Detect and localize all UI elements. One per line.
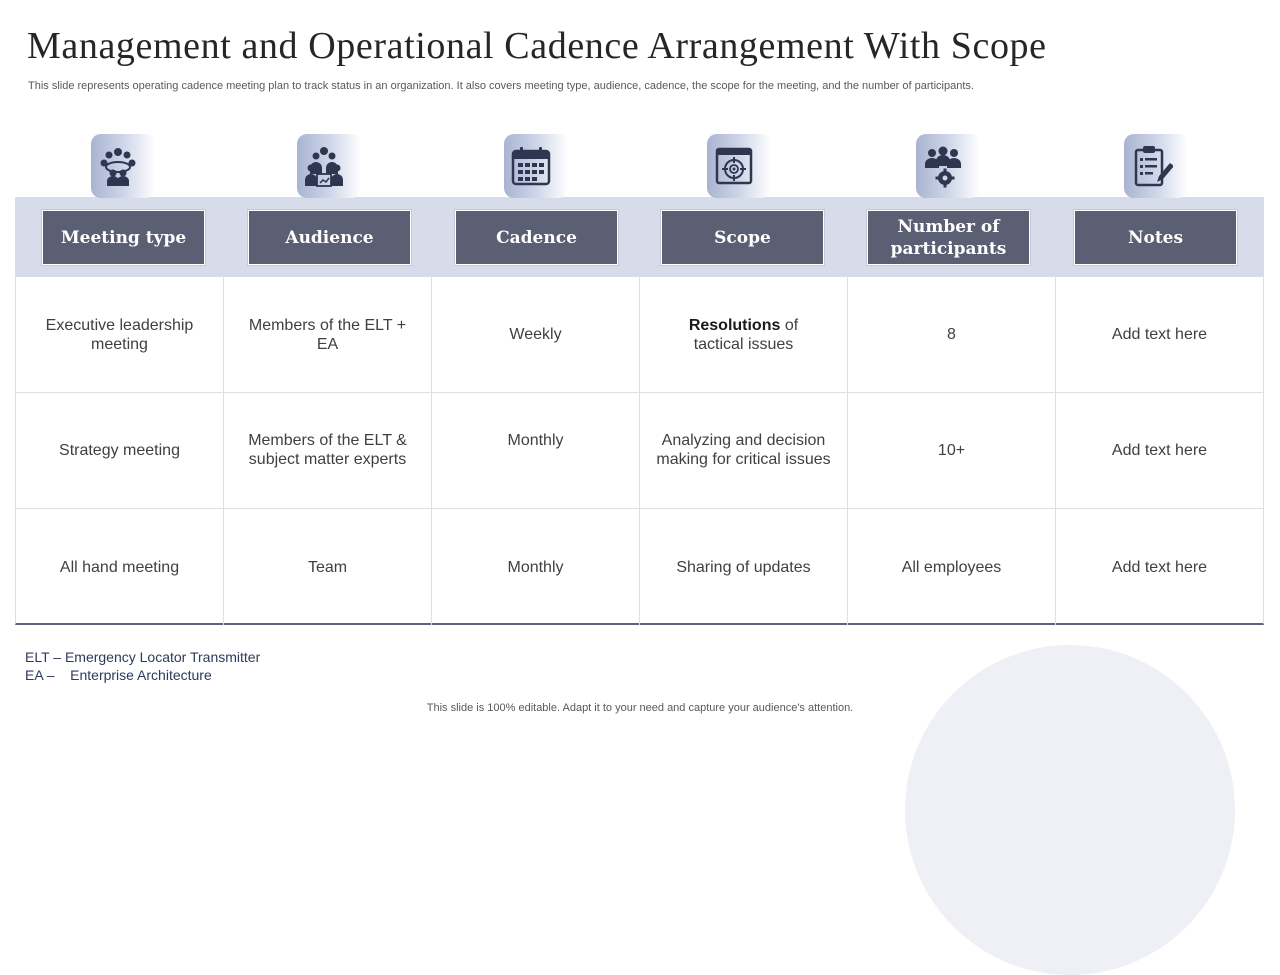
table-cell-scope: Sharing of updates <box>640 509 848 625</box>
table-cell-audience: Members of the ELT + EA <box>224 277 432 393</box>
table-cell-scope: Resolutions of tactical issues <box>640 277 848 393</box>
table-cell-meeting-type: All hand meeting <box>16 509 224 625</box>
table-cell-meeting-type: Strategy meeting <box>16 393 224 509</box>
table-cell-meeting-type: Executive leadership meeting <box>16 277 224 393</box>
calendar-icon <box>504 134 568 198</box>
table-cell-cadence: Weekly <box>432 277 640 393</box>
cadence-table <box>15 277 1264 625</box>
table-cell-participants: 8 <box>848 277 1056 393</box>
table-cell-notes: Add text here <box>1111 558 1208 576</box>
table-cell-participants: All employees <box>848 509 1056 625</box>
table-cell-scope: Analyzing and decision making for critical issues <box>640 393 848 509</box>
meeting-group-icon <box>91 134 155 198</box>
audience-presentation-icon <box>297 134 361 198</box>
table-cell-audience: Members of the ELT & subject matter experts <box>224 393 432 509</box>
column-header-meeting-type: Meeting type <box>42 210 205 265</box>
footnote-ea: EA – Enterprise Architecture <box>25 667 212 683</box>
decorative-circle <box>905 645 1235 975</box>
footnote-elt: ELT – Emergency Locator Transmitter <box>25 649 261 665</box>
table-cell-cadence: Monthly <box>432 393 640 509</box>
column-header-cadence: Cadence <box>455 210 618 265</box>
team-settings-icon <box>916 134 980 198</box>
column-header-scope: Scope <box>661 210 824 265</box>
target-scope-icon <box>707 134 771 198</box>
page-title: Management and Operational Cadence Arrangement With Scope <box>27 25 1047 67</box>
table-cell-notes: Add text here <box>1056 393 1263 509</box>
page-subtitle: This slide represents operating cadence meeting plan to track status in an organization. It also covers meeting type, audience, cadence, the scope for the meeting, and the number of participants. <box>28 80 974 92</box>
table-cell-cadence: Monthly <box>432 509 640 625</box>
editable-note: This slide is 100% editable. Adapt it to your need and capture your audience's attention. <box>426 702 854 714</box>
column-header-audience: Audience <box>248 210 411 265</box>
clipboard-notes-icon <box>1124 134 1188 198</box>
table-cell-notes: Add text here <box>1056 277 1263 393</box>
table-cell-participants: 10+ <box>848 393 1056 509</box>
column-header-participants: Number of participants <box>867 210 1030 265</box>
column-header-notes: Notes <box>1074 210 1237 265</box>
table-cell-audience: Team <box>224 509 432 625</box>
